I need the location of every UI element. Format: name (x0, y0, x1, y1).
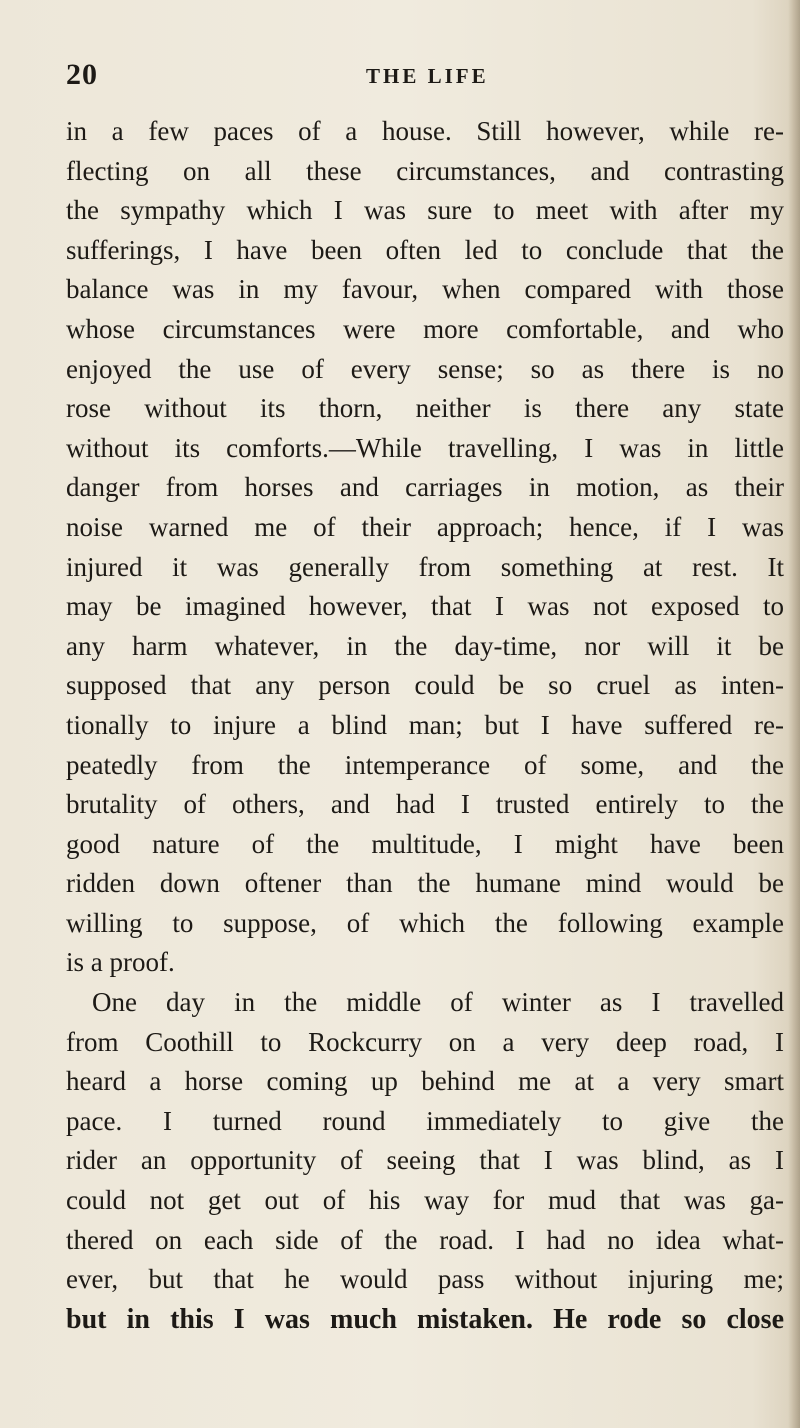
text-line: good nature of the multitude, I might have been (66, 828, 784, 859)
text-line: enjoyed the use of every sense; so as there is no (66, 353, 784, 384)
text-line: heard a horse coming up behind me at a very smart (66, 1066, 784, 1097)
body-text (66, 112, 784, 1339)
text-line: is a proof. (66, 947, 175, 978)
page-edge-shadow (788, 0, 800, 1428)
text-line: rose without its thorn, neither is there any state (66, 393, 784, 424)
text-line: without its comforts.—While travelling, I was in little (66, 432, 784, 463)
text-line: peatedly from the intemperance of some, and the (66, 749, 784, 780)
text-line: but in this I was much mistaken. He rode so close (66, 1303, 784, 1335)
text-line: thered on each side of the road. I had no idea what- (66, 1224, 784, 1255)
text-line: rider an opportunity of seeing that I was blind, as I (66, 1145, 784, 1176)
running-head: THE LIFE (366, 64, 489, 88)
text-line: willing to suppose, of which the following example (66, 907, 784, 938)
text-line: the sympathy which I was sure to meet with after my (66, 195, 784, 226)
text-line: could not get out of his way for mud that was ga- (66, 1185, 784, 1216)
text-line: ever, but that he would pass without injuring me; (66, 1264, 784, 1295)
text-line: supposed that any person could be so cruel as inten- (66, 670, 784, 701)
text-line: from Coothill to Rockcurry on a very deep road, I (66, 1026, 784, 1057)
page-header (66, 58, 766, 98)
text-line: noise warned me of their approach; hence, if I was (66, 511, 784, 542)
text-line: whose circumstances were more comfortable, and who (66, 313, 784, 344)
text-line: may be imagined however, that I was not exposed to (66, 591, 784, 622)
text-line: any harm whatever, in the day-time, nor will it be (66, 630, 784, 661)
text-line: in a few paces of a house. Still however, while re- (66, 116, 784, 146)
text-line: danger from horses and carriages in motion, as their (66, 472, 784, 503)
text-line: brutality of others, and had I trusted entirely to the (66, 789, 784, 820)
text-line: tionally to injure a blind man; but I have suffered re- (66, 709, 784, 740)
text-line: pace. I turned round immediately to give the (66, 1105, 784, 1136)
text-line: balance was in my favour, when compared with those (66, 274, 784, 305)
page-number: 20 (66, 58, 98, 91)
text-line: sufferings, I have been often led to conclude that the (66, 234, 784, 265)
text-line: One day in the middle of winter as I travelled (92, 987, 784, 1018)
text-line: flecting on all these circumstances, and contrasting (66, 155, 784, 186)
text-line: injured it was generally from something at rest. It (66, 551, 784, 582)
text-line: ridden down oftener than the humane mind would be (66, 868, 784, 899)
